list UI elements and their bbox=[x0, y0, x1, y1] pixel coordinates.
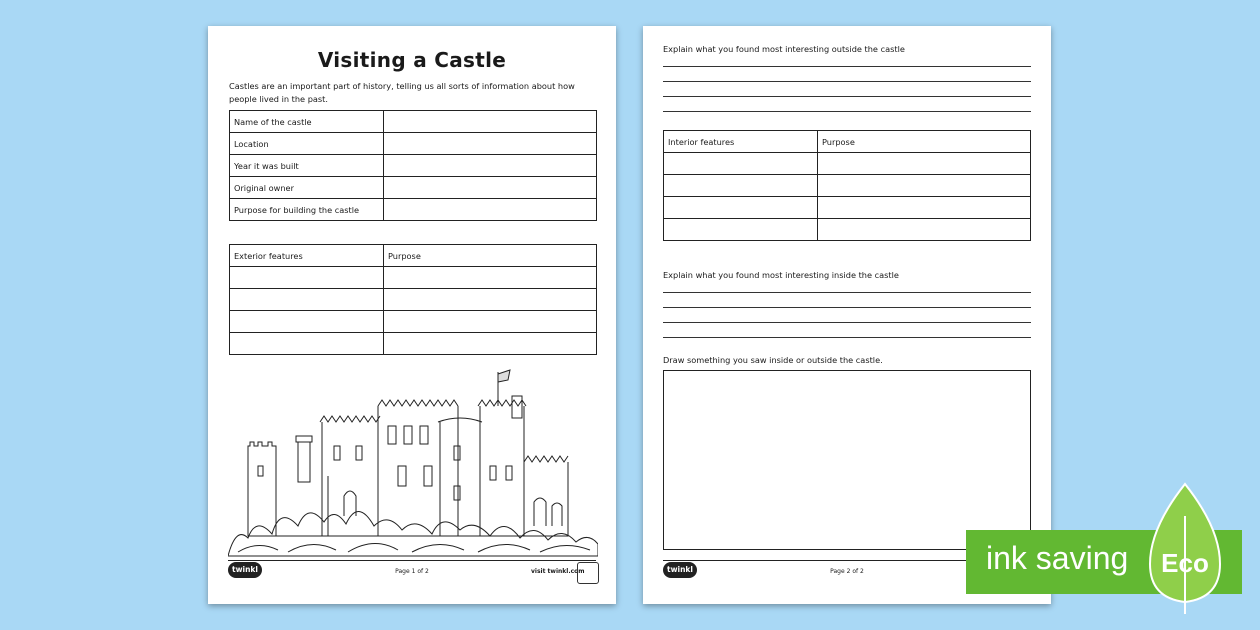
page-number: Page 1 of 2 bbox=[395, 568, 429, 575]
answer-line[interactable] bbox=[663, 292, 1031, 293]
answer-cell[interactable] bbox=[384, 311, 597, 333]
table-row bbox=[230, 199, 597, 221]
table-row bbox=[230, 289, 597, 311]
column-header-purpose: Purpose bbox=[384, 245, 597, 267]
eco-label: ink saving bbox=[986, 540, 1129, 576]
table-row bbox=[664, 219, 1031, 241]
answer-cell[interactable] bbox=[230, 289, 384, 311]
page-title: Visiting a Castle bbox=[317, 48, 507, 72]
answer-cell[interactable] bbox=[384, 111, 597, 133]
drawing-box[interactable] bbox=[663, 370, 1031, 550]
answer-line[interactable] bbox=[663, 96, 1031, 97]
answer-cell[interactable] bbox=[384, 199, 597, 221]
worksheet-page-1 bbox=[208, 26, 616, 604]
leaf-icon bbox=[1144, 480, 1226, 616]
answer-cell[interactable] bbox=[230, 333, 384, 355]
footer-divider bbox=[228, 560, 596, 561]
answer-cell[interactable] bbox=[818, 153, 1031, 175]
answer-cell[interactable] bbox=[230, 311, 384, 333]
twinkl-logo: twinkl bbox=[228, 562, 262, 578]
eco-tag: Eco bbox=[1161, 548, 1209, 578]
table-row bbox=[664, 197, 1031, 219]
interior-features-table bbox=[663, 130, 1031, 241]
answer-cell[interactable] bbox=[664, 175, 818, 197]
answer-line[interactable] bbox=[663, 307, 1031, 308]
table-row bbox=[664, 153, 1031, 175]
answer-cell[interactable] bbox=[818, 197, 1031, 219]
table-row bbox=[230, 177, 597, 199]
table-header-row bbox=[230, 245, 597, 267]
answer-cell[interactable] bbox=[384, 177, 597, 199]
table-row bbox=[230, 111, 597, 133]
answer-cell[interactable] bbox=[664, 197, 818, 219]
answer-cell[interactable] bbox=[664, 153, 818, 175]
answer-cell[interactable] bbox=[664, 219, 818, 241]
twinkl-logo: twinkl bbox=[663, 562, 697, 578]
column-header-features: Interior features bbox=[664, 131, 818, 153]
info-label: Name of the castle bbox=[230, 111, 384, 133]
prompt-draw: Draw something you saw inside or outside the castle. bbox=[663, 355, 883, 365]
table-header-row bbox=[664, 131, 1031, 153]
footer-link[interactable]: visit twinkl.com bbox=[531, 568, 585, 575]
answer-cell[interactable] bbox=[384, 267, 597, 289]
answer-cell[interactable] bbox=[230, 267, 384, 289]
table-row bbox=[230, 333, 597, 355]
answer-cell[interactable] bbox=[384, 155, 597, 177]
intro-text: Castles are an important part of history, telling us all sorts of information about how people lived in the past. bbox=[229, 81, 575, 104]
quality-badge-icon bbox=[577, 562, 599, 584]
table-row bbox=[230, 311, 597, 333]
castle-illustration bbox=[228, 366, 598, 558]
answer-cell[interactable] bbox=[818, 219, 1031, 241]
castle-info-table bbox=[229, 110, 597, 221]
page-number: Page 2 of 2 bbox=[830, 568, 864, 575]
info-label: Purpose for building the castle bbox=[230, 199, 384, 221]
info-label: Location bbox=[230, 133, 384, 155]
info-label: Original owner bbox=[230, 177, 384, 199]
answer-line[interactable] bbox=[663, 81, 1031, 82]
answer-cell[interactable] bbox=[384, 333, 597, 355]
exterior-features-table bbox=[229, 244, 597, 355]
info-label: Year it was built bbox=[230, 155, 384, 177]
column-header-features: Exterior features bbox=[230, 245, 384, 267]
table-row bbox=[664, 175, 1031, 197]
table-row bbox=[230, 267, 597, 289]
answer-cell[interactable] bbox=[384, 133, 597, 155]
prompt-inside: Explain what you found most interesting inside the castle bbox=[663, 270, 899, 280]
table-row bbox=[230, 155, 597, 177]
prompt-outside: Explain what you found most interesting outside the castle bbox=[663, 44, 905, 54]
answer-cell[interactable] bbox=[384, 289, 597, 311]
column-header-purpose: Purpose bbox=[818, 131, 1031, 153]
answer-line[interactable] bbox=[663, 111, 1031, 112]
answer-line[interactable] bbox=[663, 322, 1031, 323]
table-row bbox=[230, 133, 597, 155]
answer-line[interactable] bbox=[663, 66, 1031, 67]
worksheet-page-2 bbox=[643, 26, 1051, 604]
answer-cell[interactable] bbox=[818, 175, 1031, 197]
answer-line[interactable] bbox=[663, 337, 1031, 338]
